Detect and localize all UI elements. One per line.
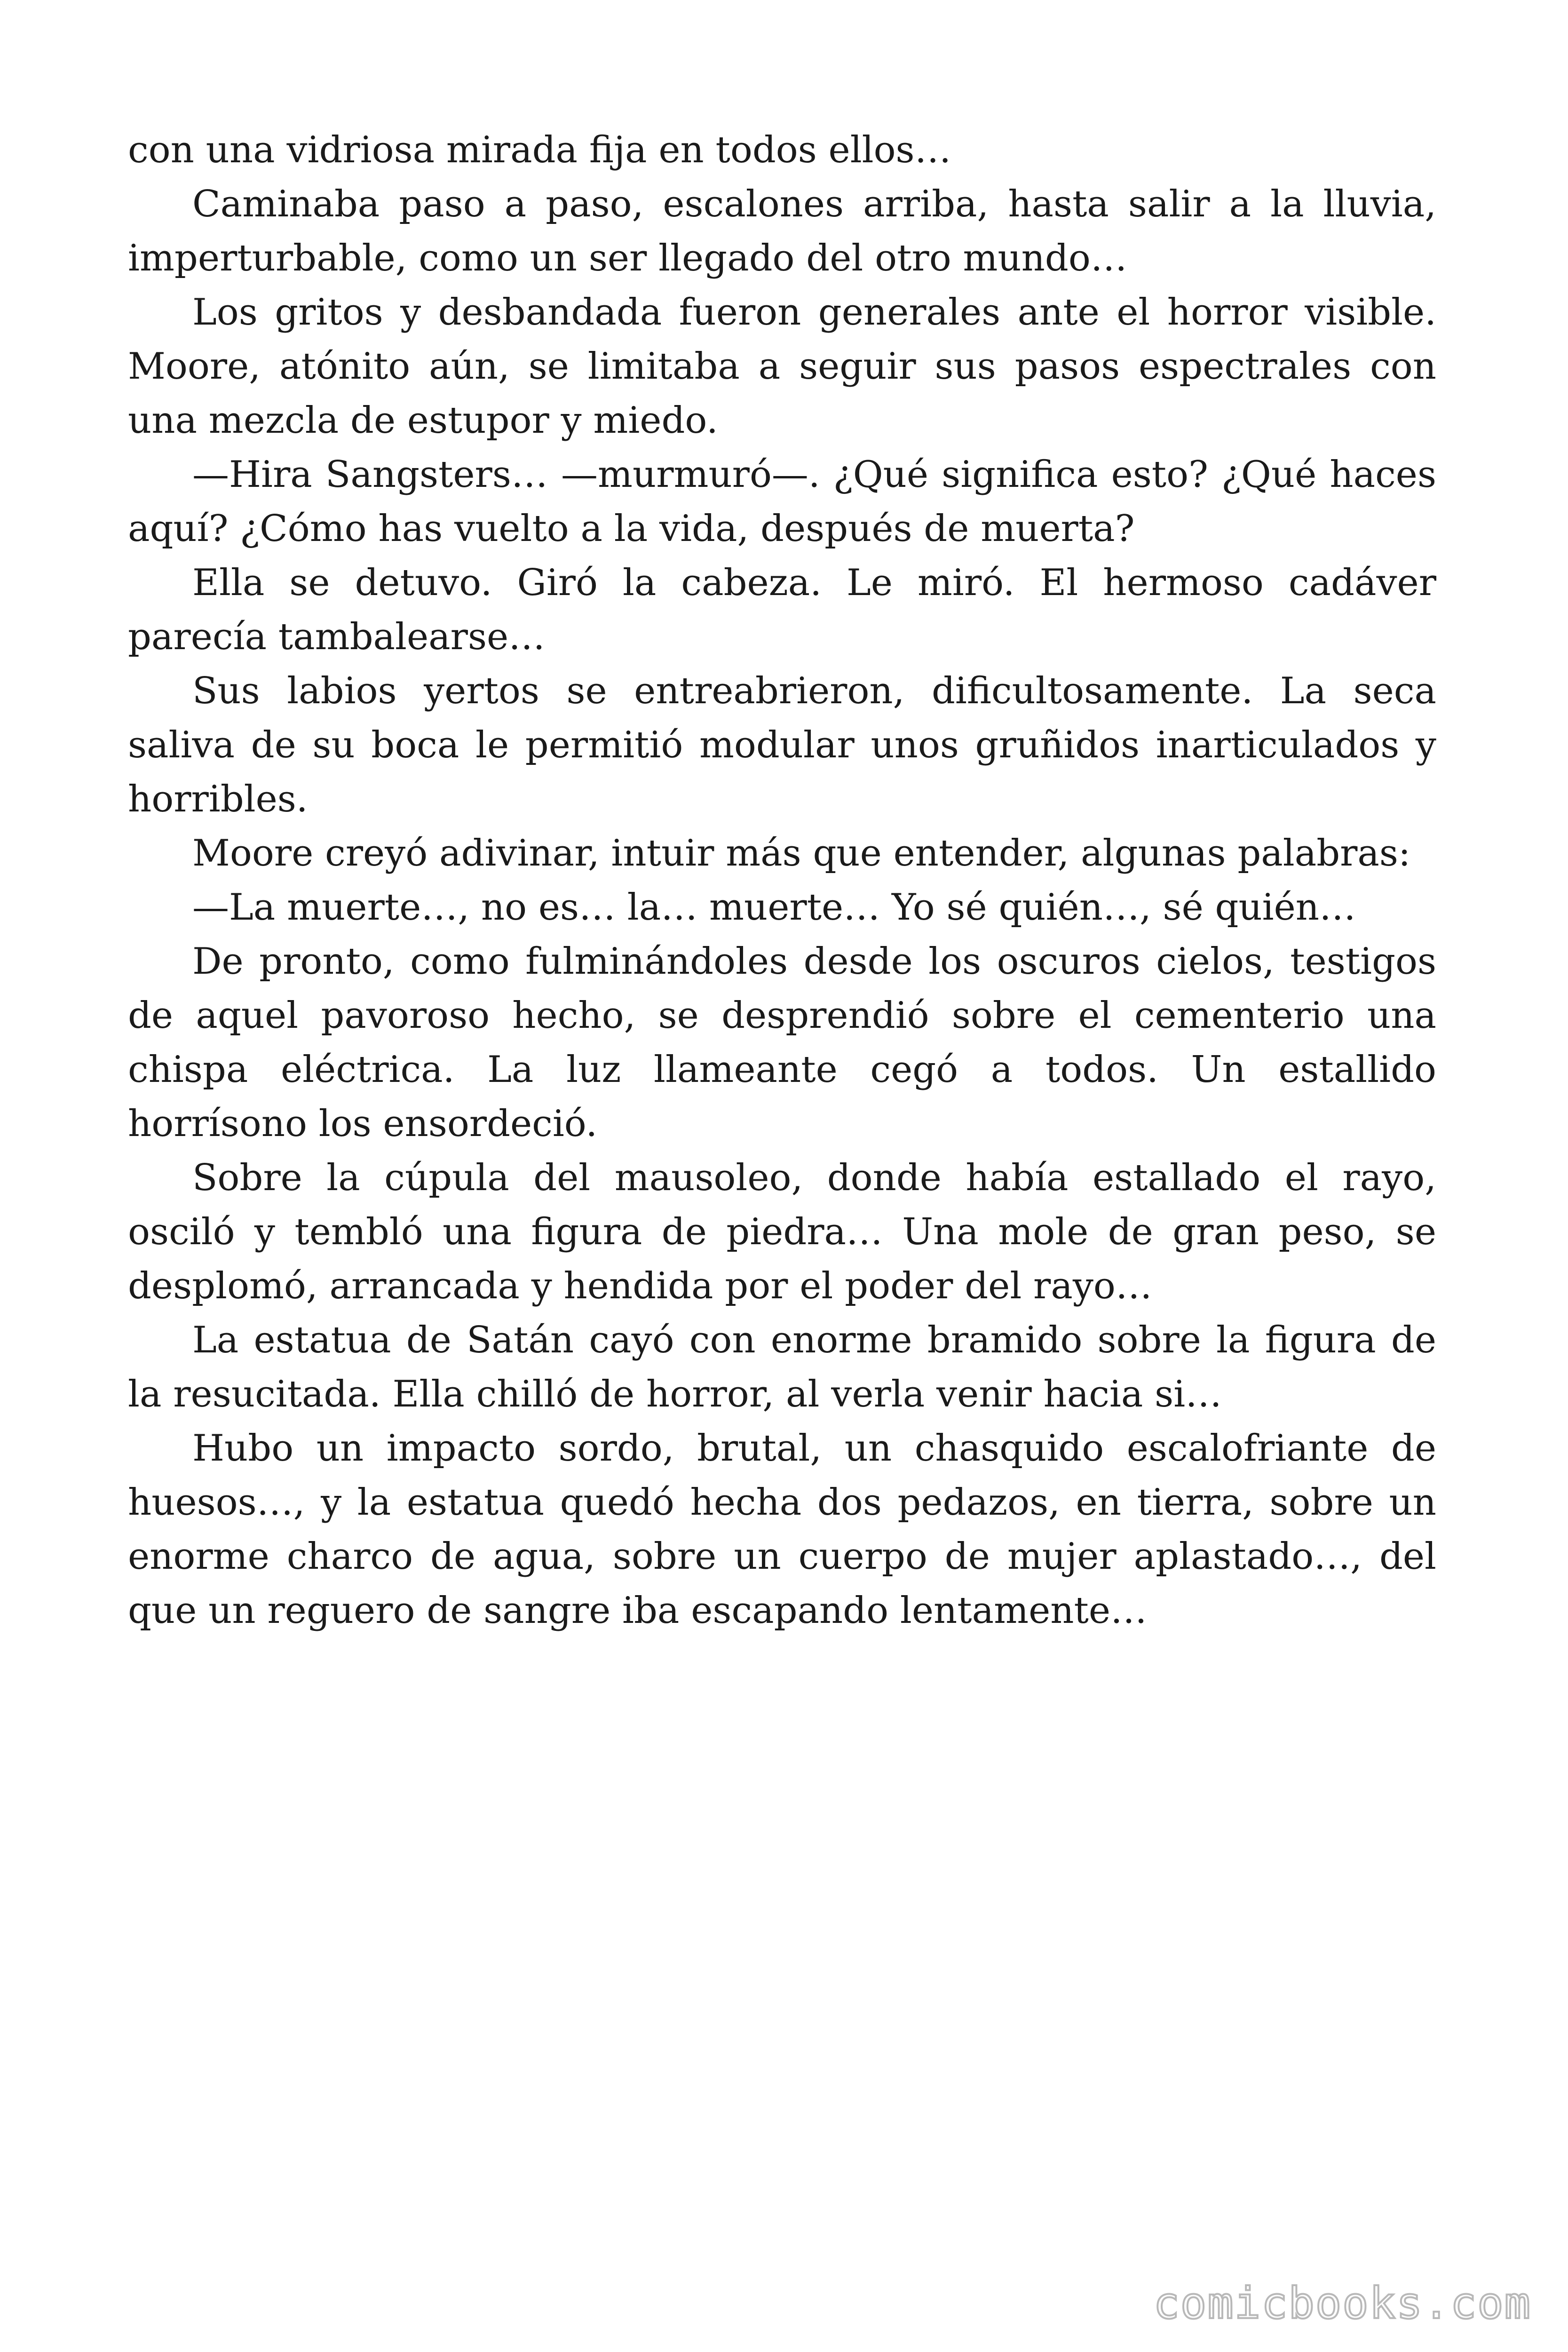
- paragraph: Los gritos y desbandada fueron generales ante el horror visible. Moore, atónito aún, se limitaba a seguir sus pasos espectrales con una mezcla de estupor y miedo.: [128, 291, 1436, 442]
- paragraph: Sus labios yertos se entreabrieron, dificultosamente. La seca saliva de su boca le permitió modular unos gruñidos inarticulados y horribles.: [128, 670, 1436, 820]
- paragraph: Ella se detuvo. Giró la cabeza. Le miró. El hermoso cadáver parecía tambalearse…: [128, 562, 1436, 658]
- body-text: [128, 123, 1436, 1638]
- paragraph: La estatua de Satán cayó con enorme bramido sobre la figura de la resucitada. Ella chilló de horror, al verla venir hacia si…: [128, 1319, 1436, 1415]
- paragraph-continuation: con una vidriosa mirada fija en todos ellos…: [128, 129, 951, 171]
- paragraph: Hubo un impacto sordo, brutal, un chasquido escalofriante de huesos…, y la estatua quedó hecha dos pedazos, en tierra, sobre un enorme charco de agua, sobre un cuerpo de mujer aplastado…, del que un reguero de sangre iba escapando lentamente…: [128, 1427, 1436, 1632]
- watermark: comicbooks.com: [1153, 2278, 1531, 2328]
- paragraph: Moore creyó adivinar, intuir más que entender, algunas palabras:: [192, 832, 1411, 874]
- dialogue-paragraph: —Hira Sangsters… —murmuró—. ¿Qué significa esto? ¿Qué haces aquí? ¿Cómo has vuelto a la vida, después de muerta?: [128, 453, 1436, 550]
- dialogue-paragraph: —La muerte…, no es… la… muerte… Yo sé quién…, sé quién…: [192, 886, 1356, 929]
- paragraph: Caminaba paso a paso, escalones arriba, hasta salir a la lluvia, imperturbable, como un ser llegado del otro mundo…: [128, 183, 1436, 279]
- paragraph: Sobre la cúpula del mausoleo, donde había estallado el rayo, osciló y tembló una figura de piedra… Una mole de gran peso, se desplomó, arrancada y hendida por el poder del rayo…: [128, 1157, 1436, 1307]
- paragraph: De pronto, como fulminándoles desde los oscuros cielos, testigos de aquel pavoroso hecho, se desprendió sobre el cementerio una chispa eléctrica. La luz llameante cegó a todos. Un estallido horrísono los ensordeció.: [128, 940, 1436, 1145]
